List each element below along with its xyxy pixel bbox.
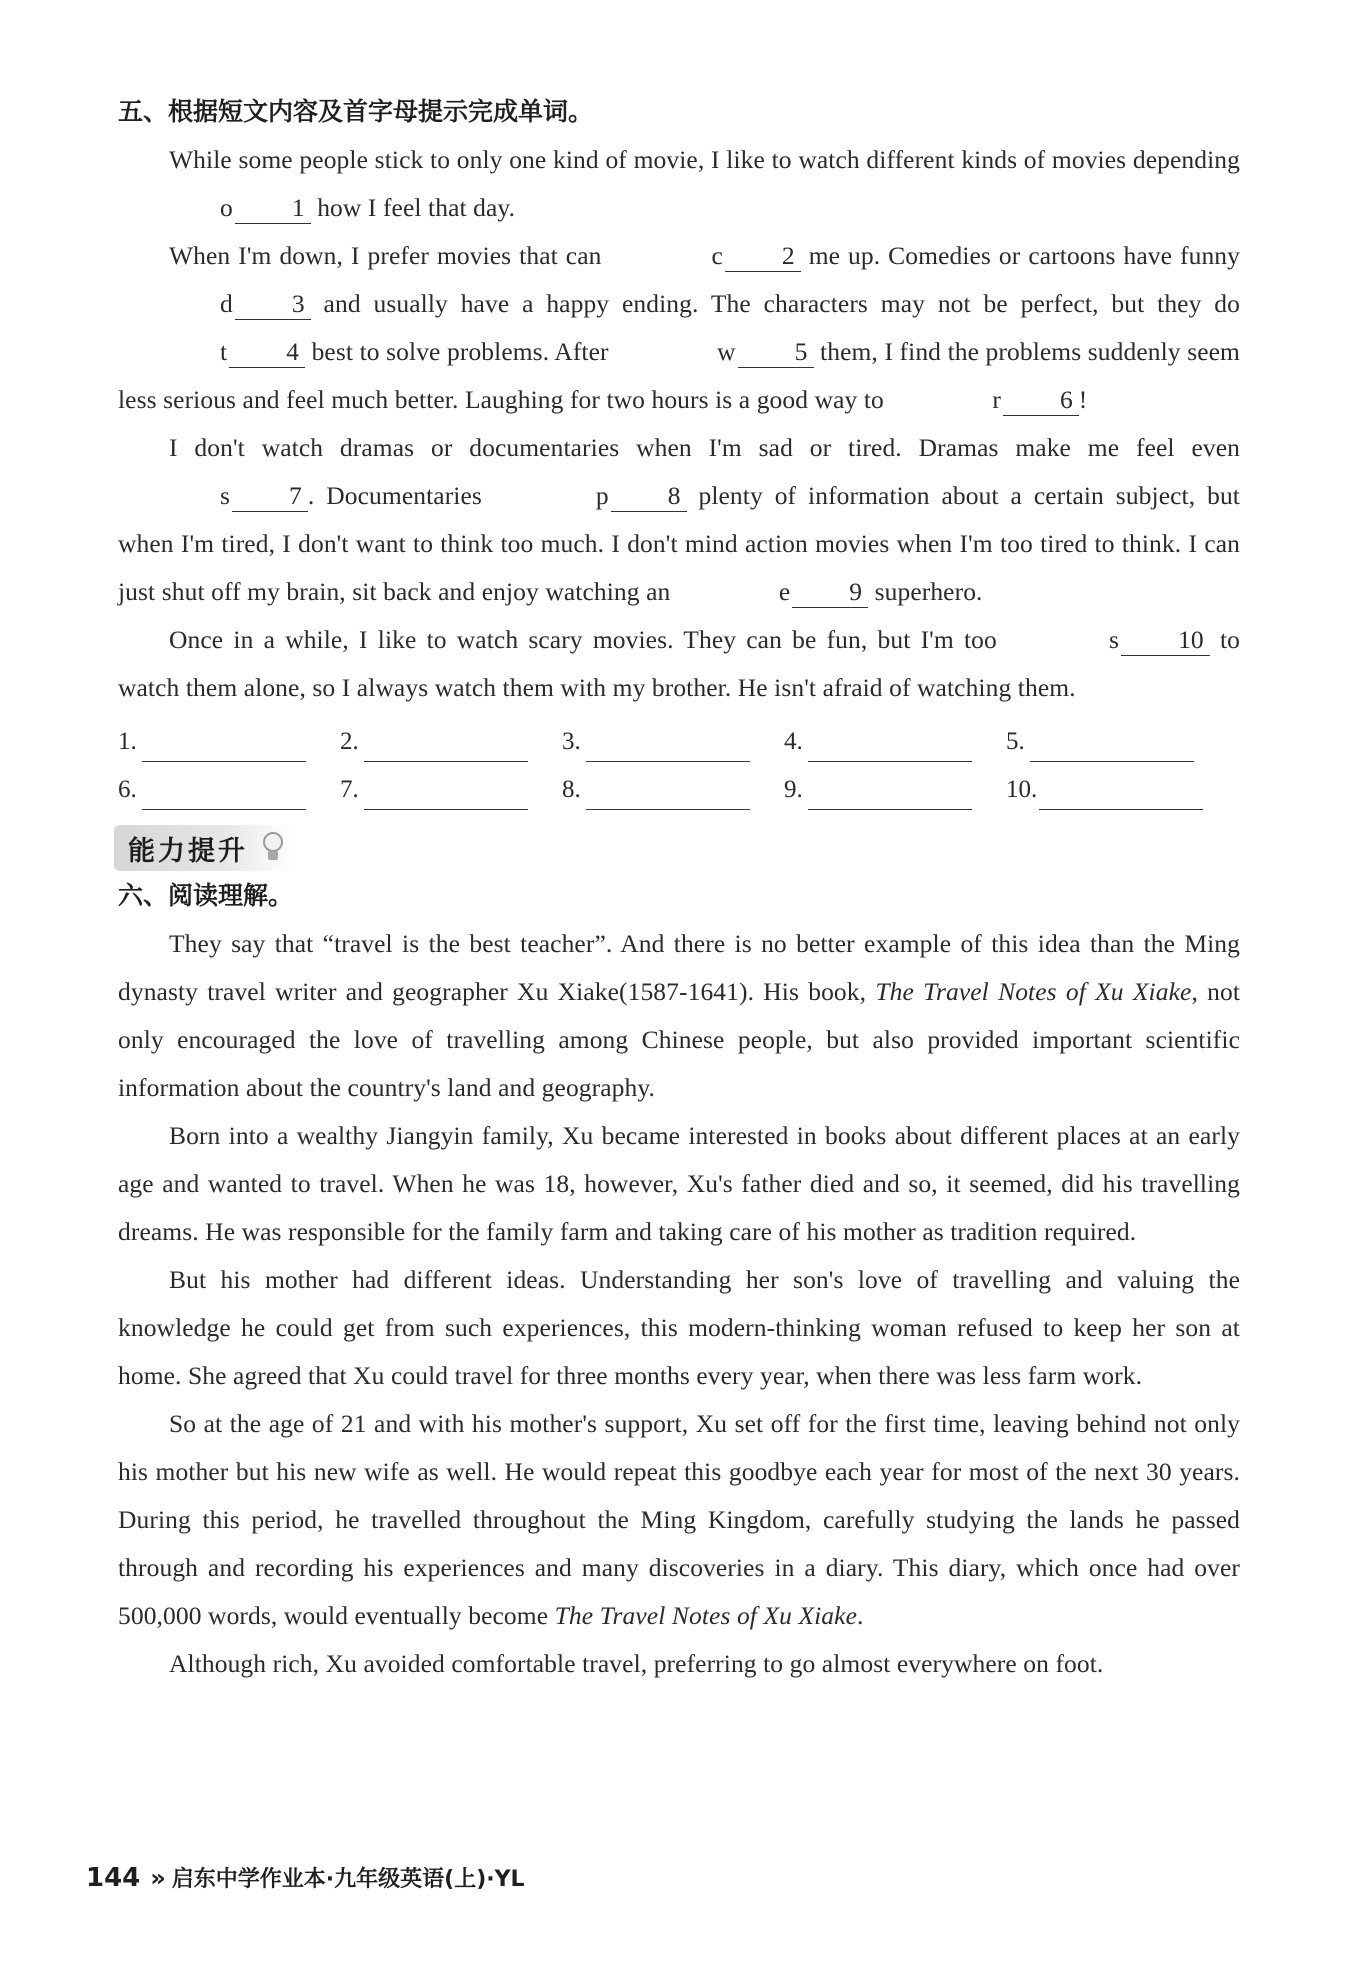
paragraph-text: . Documentaries [307,481,494,510]
page-number: 144 [86,1863,141,1893]
paragraph [118,424,1240,616]
answer-number: 8. [562,776,581,803]
paragraph-text: me up. Comedies or cartoons have funny [800,241,1240,270]
answer-item [562,722,784,762]
section-6-reading [118,876,1240,1688]
paragraph [118,920,1240,1112]
book-title: The Travel Notes of Xu Xiake [554,1601,857,1630]
answer-number: 5. [1006,728,1025,755]
paragraph-text: When I'm down, I prefer movies that can [169,241,610,270]
paragraph-text: plenty of information about a certain subject, but when I'm tired, I don't want to think too much. I don't mind action movies when I'm too tired to think. I can just shut off my brain, sit back and enjoy watching an [118,481,1240,606]
answer-number: 2. [340,728,359,755]
section-5-title: 五、根据短文内容及首字母提示完成单词。 [118,97,594,126]
double-arrow-icon: » [150,1864,166,1892]
answer-line [808,779,972,810]
paragraph-text: Once in a while, I like to watch scary movies. They can be fun, but I'm too [169,625,1008,654]
blank-number: 7 [232,481,308,512]
blank-first-letter: r [992,385,1001,414]
blank-first-letter: w [717,337,736,366]
page-footer [86,1862,525,1893]
paragraph [118,616,1240,712]
answer-line [808,731,972,762]
answer-number: 1. [118,728,137,755]
answer-number: 4. [784,728,803,755]
answer-number: 10. [1006,776,1038,803]
paragraph [118,1112,1240,1256]
blank-first-letter: s [220,481,231,510]
blank-number: 10 [1121,625,1210,656]
answer-line [1030,731,1194,762]
letter-blank [118,280,311,328]
lightbulb-icon [260,832,286,864]
ability-banner-box [114,825,294,871]
blank-number: 3 [235,289,311,320]
footer-book-title: 启东中学作业本·九年级英语(上)·YL [171,1867,525,1892]
letter-blank [677,568,868,616]
answer-item [340,770,562,810]
paragraph-text: So at the age of 21 and with his mother's support, Xu set off for the first time, leaving behind not only his mother but his new wife as well. He would repeat this goodbye each year for most of the next 30 years. During this period, he travelled throughout the Ming Kingdom, carefully studying the lands he passed through and recording his experiences and many discoveries in a diary. This diary, which once had over 500,000 words, would eventually become [118,1409,1240,1630]
blank-first-letter: s [1109,625,1120,654]
paragraph-text: They say that “travel is the best teacher”. And there is no better example of this idea than the Ming dynasty travel writer and geographer Xu Xiake(1587-1641). His book, [118,929,1240,1006]
paragraph [118,136,1240,232]
blank-number: 9 [792,577,868,608]
answer-row [118,714,1240,762]
section-5-passage [118,136,1240,712]
ability-banner-label: 能力提升 [128,835,248,867]
paragraph-text: how I feel that day. [310,193,516,222]
paragraph-text: . [857,1601,864,1630]
answer-number: 7. [340,776,359,803]
letter-blank [890,376,1078,424]
answer-number: 9. [784,776,803,803]
letter-blank [118,472,308,520]
paragraph-text: superhero. [868,577,983,606]
letter-blank [118,184,311,232]
answer-line [142,779,306,810]
answer-number: 3. [562,728,581,755]
paragraph-text: them, I find the problems suddenly seem less serious and feel much better. Laughing for two hours is a good way to [118,337,1240,414]
letter-blank [1007,616,1210,664]
blank-number: 6 [1003,385,1079,416]
paragraph-text: ! [1078,385,1088,414]
letter-blank [609,232,800,280]
answer-line [586,731,750,762]
answer-item [784,722,1006,762]
answer-line [364,779,528,810]
paragraph-text: Although rich, Xu avoided comfortable travel, preferring to go almost everywhere on foot. [169,1649,1104,1678]
answer-line [1039,779,1203,810]
answer-item [340,722,562,762]
paragraph-text: While some people stick to only one kind of movie, I like to watch different kinds of movies depending [169,145,1240,174]
letter-blank [118,328,305,376]
letter-blank [494,472,687,520]
answer-item [118,722,340,762]
answer-item [784,770,1006,810]
ability-banner [114,820,1240,876]
answer-item [1006,770,1228,810]
paragraph-text: and usually have a happy ending. The characters may not be perfect, but they do [310,289,1240,318]
blank-first-letter: p [595,481,609,510]
blank-first-letter: e [778,577,791,606]
paragraph-text: I don't watch dramas or documentaries when I'm sad or tired. Dramas make me feel even [169,433,1240,462]
answer-number: 6. [118,776,137,803]
blank-first-letter: t [220,337,228,366]
paragraph-text: , not only encouraged the love of travelling among Chinese people, but also provided important scientific information about the country's land and geography. [118,977,1241,1102]
answer-blanks [118,714,1240,810]
paragraph [118,1256,1240,1400]
paragraph-text: best to solve problems. After [305,337,616,366]
answer-row [118,762,1240,810]
blank-first-letter: c [711,241,723,270]
answer-line [142,731,306,762]
answer-item [118,770,340,810]
blank-first-letter: o [220,193,233,222]
paragraph [118,1400,1240,1640]
answer-line [364,731,528,762]
section-6-passage [118,920,1240,1688]
paragraph [118,1640,1240,1688]
blank-number: 2 [725,241,801,272]
answer-item [562,770,784,810]
paragraph [118,232,1240,424]
answer-item [1006,722,1228,762]
section-6-title: 六、阅读理解。 [118,881,294,910]
blank-number: 8 [611,481,687,512]
blank-number: 1 [235,193,311,224]
letter-blank [615,328,813,376]
book-title: The Travel Notes of Xu Xiake [875,977,1192,1006]
paragraph-text: But his mother had different ideas. Understanding her son's love of travelling and valuing the knowledge he could get from such experiences, this modern-thinking woman refused to keep her son at home. She agreed that Xu could travel for three months every year, when there was less farm work. [118,1265,1240,1390]
paragraph-text: to watch them alone, so I always watch them with my brother. He isn't afraid of watching them. [118,625,1240,702]
blank-number: 5 [738,337,814,368]
paragraph-text: Born into a wealthy Jiangyin family, Xu became interested in books about different places at an early age and wanted to travel. When he was 18, however, Xu's father died and so, it seemed, did his travelling dreams. He was responsible for the family farm and taking care of his mother as tradition required. [118,1121,1240,1246]
section-5-word-completion [118,92,1240,810]
blank-first-letter: d [220,289,233,318]
answer-line [586,779,750,810]
blank-number: 4 [229,337,305,368]
